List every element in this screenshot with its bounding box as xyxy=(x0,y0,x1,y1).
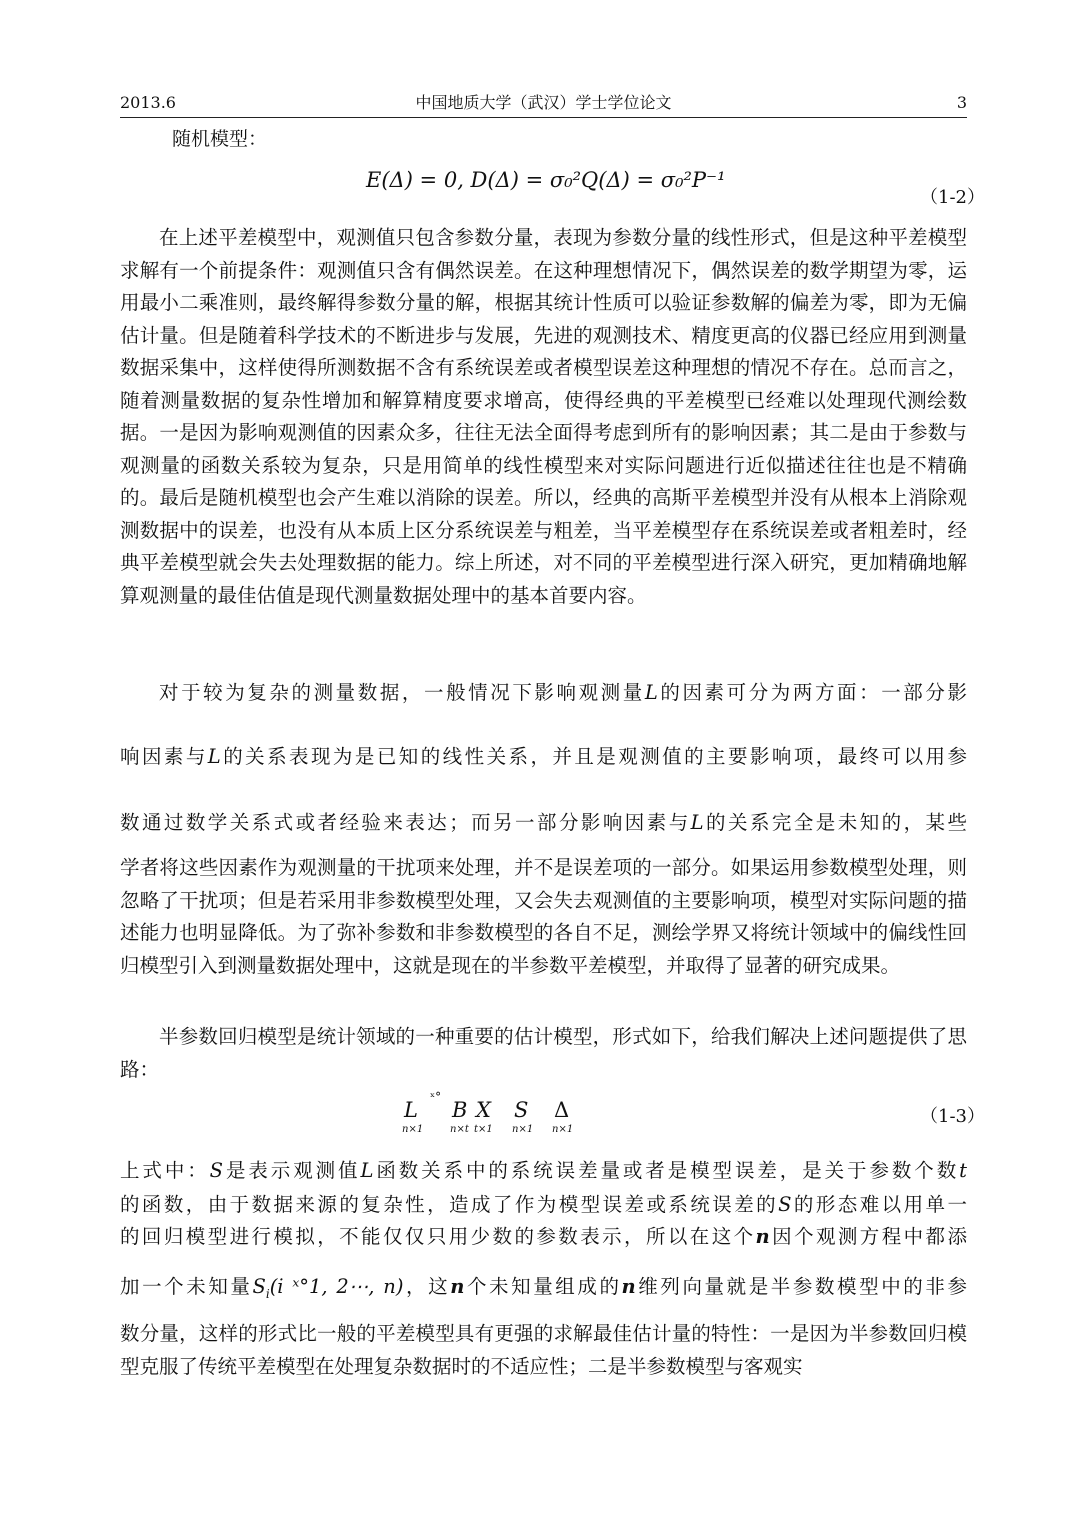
eq-X: X xyxy=(476,1098,491,1122)
eq-L: L xyxy=(404,1098,418,1122)
paragraph-1: 在上述平差模型中，观测值只包含参数分量，表现为参数分量的线性形式，但是这种平差模型求解有一个前提条件：观测值只含有偶然误差。在这种理想情况下，偶然误差的数学期望为零，运用最小二乘准则，最终解得参数分量的解，根据其统计性质可以验证参数解的偏差为零，即为无偏估计量。但是随着科学技术的不断进步与发展，先进的观测技术、精度更高的仪器已经应用到测量数据采集中，这样使得所测数据不含有系统误差或者模型误差这种理想的情况不存在。总而言之，随着测量数据的复杂性增加和解算精度要求增高，使得经典的平差模型已经难以处理现代测绘数据。一是因为影响观测值的因素众多，往往无法全面得考虑到所有的影响因素；其二是由于参数与观测量的函数关系较为复杂，只是用简单的线性模型来对实际问题进行近似描述往往也是不精确的。最后是随机模型也会产生难以消除的误差。所以，经典的高斯平差模型并没有从根本上消除观测数据中的误差，也没有从本质上区分系统误差与粗差，当平差模型存在系统误差或者粗差时，经典平差模型就会失去处理数据的能力。综上所述，对不同的平差模型进行深入研究，更加精确地解算观测量的最佳估值是现代测量数据处理中的基本首要内容。 xyxy=(120,226,967,607)
header-title: 中国地质大学（武汉）学士学位论文 xyxy=(415,93,672,112)
paragraph-3: 半参数回归模型是统计领域的一种重要的估计模型，形式如下，给我们解决上述问题提供了思路： xyxy=(120,1025,967,1081)
random-model-label: 随机模型： xyxy=(172,128,268,150)
eq-L-sub: n×1 xyxy=(402,1124,424,1135)
paragraph-4-line-2: 的函数，由于数据来源的复杂性，造成了作为模型误差或系统误差的S的形态难以用单一 xyxy=(120,1193,967,1216)
equation-1-2: E(Δ) = 0, D(Δ) = σ₀²Q(Δ) = σ₀²P⁻¹ xyxy=(366,168,726,192)
equation-1-3 xyxy=(400,1090,590,1138)
equation-1-3-number: （1-3） xyxy=(920,1106,985,1127)
paragraph-4-line-3: 的回归模型进行模拟，不能仅仅只用少数的参数表示，所以在这个n因个观测方程中都添 xyxy=(120,1225,967,1248)
eq-S: S xyxy=(514,1098,529,1122)
header-date: 2013.6 xyxy=(120,93,176,112)
eq-S-sub: n×1 xyxy=(512,1124,534,1135)
page-header xyxy=(120,93,967,118)
paragraph-2-line-3: 数通过数学关系式或者经验来表达；而另一部分影响因素与L的关系完全是未知的，某些 xyxy=(120,811,967,834)
header-page-number: 3 xyxy=(956,93,967,112)
paragraph-4-rest: 数分量，这样的形式比一般的平差模型具有更强的求解最佳估计量的特性：一是因为半参数回归模型克服了传统平差模型在处理复杂数据时的不适应性；二是半参数模型与客观实 xyxy=(120,1322,967,1378)
eq-Delta: Δ xyxy=(554,1098,570,1122)
paragraph-4-line-4: 加一个未知量$S_i(i$ ˣ°1, 2⋯, n)，这n个未知量组成的n维列向量就是半参数模型中的非参 xyxy=(120,1275,967,1301)
equation-1-2-number: （1-2） xyxy=(920,187,985,208)
eq-Delta-sub: n×1 xyxy=(552,1124,574,1135)
eq-B-sub: n×t xyxy=(450,1124,469,1135)
paragraph-2-rest: 学者将这些因素作为观测量的干扰项来处理，并不是误差项的一部分。如果运用参数模型处理，则忽略了干扰项；但是若采用非参数模型处理，又会失去观测值的主要影响项，模型对实际问题的描述能力也明显降低。为了弥补参数和非参数模型的各自不足，测绘学界又将统计领域中的偏线性回归模型引入到测量数据处理中，这就是现在的半参数平差模型，并取得了显著的研究成果。 xyxy=(120,856,967,977)
eq-garbled-equals: ˣ° xyxy=(430,1090,442,1104)
paragraph-2-line-2: 响因素与L的关系表现为是已知的线性关系，并且是观测值的主要影响项，最终可以用参 xyxy=(120,745,967,768)
paragraph-2-line-1: 对于较为复杂的测量数据，一般情况下影响观测量L的因素可分为两方面：一部分影 xyxy=(159,681,967,704)
eq-X-sub: t×1 xyxy=(474,1124,493,1135)
eq-B: B xyxy=(452,1098,468,1122)
paragraph-4-line-1: 上式中：S是表示观测值L函数关系中的系统误差量或者是模型误差，是关于参数个数t xyxy=(120,1159,967,1182)
